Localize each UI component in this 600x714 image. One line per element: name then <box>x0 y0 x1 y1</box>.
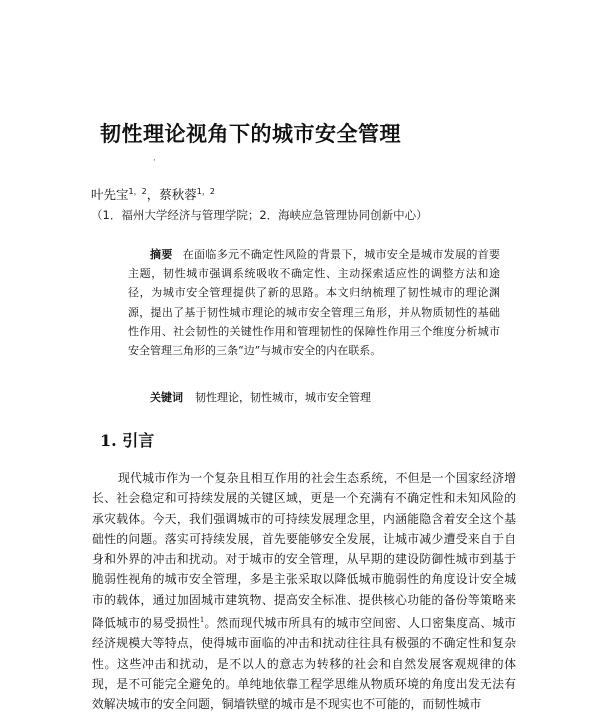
abstract-label: 摘要 <box>150 248 173 261</box>
keywords-text: 韧性理论，韧性城市，城市安全管理 <box>195 391 371 404</box>
affiliation: （1．福州大学经济与管理学院；2．海峡应急管理协同创新中心） <box>91 208 428 222</box>
body-text: 。然而现代城市所具有的城市空间密、人口密集度高、城市经济规模大等特点，使得城市面临的冲击和扰动往往具有极强的不确定性和复杂性。这些冲击和扰动，是不以人的意志为转移的社会和自然发展客观规律的体现，是不可能完全避免的。单纯地依靠工程学思维从物质环境的角度出发无法有效解决城市的安全问题，铜墙铁壁的城市是不现实也不可能的，而韧性城市 <box>92 616 516 712</box>
reference-mark: 1 <box>199 616 205 625</box>
author-affiliation-mark: 1，2 <box>128 186 147 196</box>
keywords <box>150 389 371 405</box>
paper-title: 韧性理论视角下的城市安全管理 <box>100 121 401 146</box>
body-paragraph <box>92 468 516 714</box>
author-separator: ， <box>146 187 160 202</box>
author-line <box>91 185 215 203</box>
keywords-label: 关键词 <box>150 391 183 404</box>
body-text: 现代城市作为一个复杂且相互作用的社会生态系统，不但是一个国家经济增长、社会稳定和可持续发展的关键区域，更是一个充满有不确定性和未知风险的承灾载体。今天，我们强调城市的可持续发展理念里，内涵能隐含着安全这个基础性的问题。落实可持续发展，首先要能够安全发展，让城市减少遭受来自于自身和外界的冲击和扰动。对于城市的安全管理，从早期的建设防御性城市到基于脆弱性视角的城市安全管理，多是主张采取以降低城市脆弱性的角度设计安全城市的载体，通过加固城市建筑物、提高安全标准、提供核心功能的备份等策略来降低城市的易受损性 <box>92 471 516 630</box>
abstract <box>128 245 500 360</box>
author-affiliation-mark: 1，2 <box>196 186 215 196</box>
section-heading: 1. 引言 <box>100 431 155 450</box>
title-dot: · <box>153 156 156 166</box>
author-name: 蔡秋蓉 <box>159 187 197 202</box>
author-name: 叶先宝 <box>91 187 129 202</box>
abstract-text: 在面临多元不确定性风险的背景下，城市安全是城市发展的首要主题，韧性城市强调系统吸收不确定性、主动探索适应性的调整方法和途径，为城市安全管理提供了新的思路。本文归纳梳理了韧性城市的理论渊源，提出了基于韧性城市理论的城市安全管理三角形，并从物质韧性的基础性作用、社会韧性的关键性作用和管理韧性的保障性作用三个维度分析城市安全管理三角形的三条“边”与城市安全的内在联系。 <box>128 248 501 358</box>
